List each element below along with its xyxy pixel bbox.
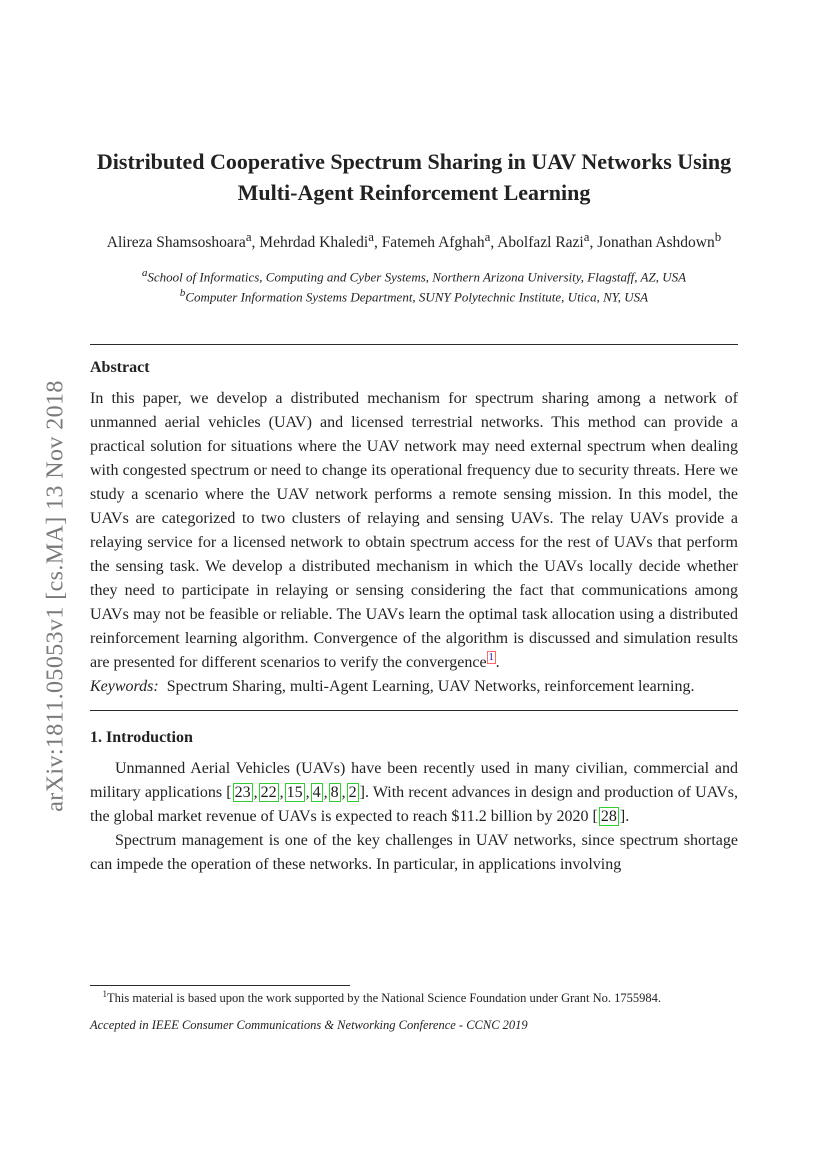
author-affil-mark: a bbox=[583, 229, 590, 244]
author-affil-mark: a bbox=[484, 229, 491, 244]
affiliation-text: School of Informatics, Computing and Cyber Systems, Northern Arizona University, Flagstaff, AZ, USA bbox=[147, 269, 687, 285]
abstract-heading: Abstract bbox=[90, 358, 150, 376]
keywords bbox=[90, 675, 738, 699]
affiliation-mark: b bbox=[179, 287, 186, 300]
abstract-end-punct: . bbox=[495, 653, 500, 671]
footnote-ref-link[interactable]: 1 bbox=[488, 652, 494, 664]
title-line-2: Multi-Agent Reinforcement Learning bbox=[237, 180, 591, 205]
affiliation-text: Computer Information Systems Department, SUNY Polytechnic Institute, Utica, NY, USA bbox=[185, 289, 649, 305]
keywords-label: Keywords: bbox=[90, 677, 159, 695]
affiliation-a bbox=[90, 265, 738, 285]
affiliation-mark: a bbox=[141, 267, 148, 280]
keywords-text: Spectrum Sharing, multi-Agent Learning, UAV Networks, reinforcement learning. bbox=[166, 677, 695, 695]
abstract-body bbox=[90, 387, 738, 699]
citation-link[interactable]: 28 bbox=[600, 807, 617, 825]
author-affil-mark: b bbox=[714, 229, 722, 244]
title-line-1: Distributed Cooperative Spectrum Sharing in UAV Networks Using bbox=[96, 149, 732, 174]
citation-link[interactable]: 8 bbox=[330, 783, 339, 801]
author-name: Alireza Shamsoshoara bbox=[106, 234, 246, 252]
abstract-bottom-rule bbox=[90, 710, 738, 711]
arxiv-identifier-stamp: arXiv:1811.05053v1 [cs.MA] 13 Nov 2018 bbox=[42, 380, 69, 812]
citation-link[interactable]: 23 bbox=[234, 783, 251, 801]
citation-link[interactable]: 22 bbox=[260, 783, 277, 801]
author-name: Mehrdad Khaledi bbox=[259, 234, 369, 252]
intro-paragraph-1: Unmanned Aerial Vehicles (UAVs) have been recently used in many civilian, commercial and military applications [ 23 , 22 , 15 , 4 , 8 , 2 ]. With recent advances in design and production of UAVs, the global market revenue of UAVs is expected to reach $11.2 billion by 2020 [ 28 ]. bbox=[90, 759, 738, 825]
author-name: Fatemeh Afghah bbox=[381, 234, 485, 252]
introduction-heading: 1. Introduction bbox=[90, 728, 193, 746]
affiliations bbox=[90, 265, 738, 306]
author-list: Alireza Shamsoshoara$^a$, Mehrdad Khaledi$^a$, Fatemeh Afghah$^a$, Abolfazl Razi$^a$, Jonathan Ashdown$^b$ bbox=[106, 229, 722, 252]
author-affil-mark: a bbox=[368, 229, 374, 244]
abstract-top-rule bbox=[90, 344, 738, 345]
intro-p1-text: ]. With recent advances in design and production of UAVs, the global market revenue of UAVs is expected to reach $11.2 billion by 2020 [ bbox=[90, 783, 738, 825]
introduction-body bbox=[90, 757, 738, 877]
author-affil-mark: a bbox=[245, 229, 252, 244]
intro-p1-text: Unmanned Aerial Vehicles (UAVs) have been recently used in many civilian, commercial and military applications [ bbox=[90, 759, 738, 801]
footnote bbox=[90, 990, 738, 1007]
author-name: Abolfazl Razi bbox=[497, 234, 584, 252]
intro-p1-text: ]. bbox=[619, 807, 630, 825]
affiliation-b bbox=[90, 285, 738, 305]
paper-front-page bbox=[90, 146, 738, 877]
author-name: Jonathan Ashdown bbox=[597, 234, 715, 252]
citation-link[interactable]: 15 bbox=[286, 783, 303, 801]
citation-link[interactable]: 2 bbox=[348, 783, 357, 801]
acceptance-note: Accepted in IEEE Consumer Communications & Networking Conference - CCNC 2019 bbox=[90, 1018, 528, 1032]
abstract-text: In this paper, we develop a distributed mechanism for spectrum sharing among a network of unmanned aerial vehicles (UAV) and licensed terrestrial networks. This method can provide a practical solution for situations where the UAV network may need external spectrum when dealing with congested spectrum or need to change its operational frequency due to security threats. Here we study a scenario where the UAV network performs a remote sensing mission. In this model, the UAVs are categorized to two clusters of relaying and sensing UAVs. The relay UAVs provide a relaying service for a licensed network to obtain spectrum access for the rest of UAVs that perform the sensing task. We develop a distributed mechanism in which the UAVs locally decide whether they need to participate in relaying or sensing considering the fact that communications among UAVs may not be feasible or reliable. The UAVs learn the optimal task allocation using a distributed reinforcement learning algorithm. Convergence of the algorithm is discussed and simulation results are presented for different scenarios to verify the convergence bbox=[90, 389, 738, 671]
citation-link[interactable]: 4 bbox=[312, 783, 321, 801]
footnote-area bbox=[90, 985, 738, 1033]
footnote-text: This material is based upon the work supported by the National Science Foundation under Grant No. 1755984. bbox=[107, 991, 662, 1005]
footnote-rule bbox=[90, 985, 350, 986]
intro-paragraph-2: Spectrum management is one of the key challenges in UAV networks, since spectrum shortage can impede the operation of these networks. In particular, in applications involving bbox=[90, 831, 738, 873]
footnote-number: 1 bbox=[102, 988, 107, 999]
paper-title bbox=[90, 146, 738, 208]
